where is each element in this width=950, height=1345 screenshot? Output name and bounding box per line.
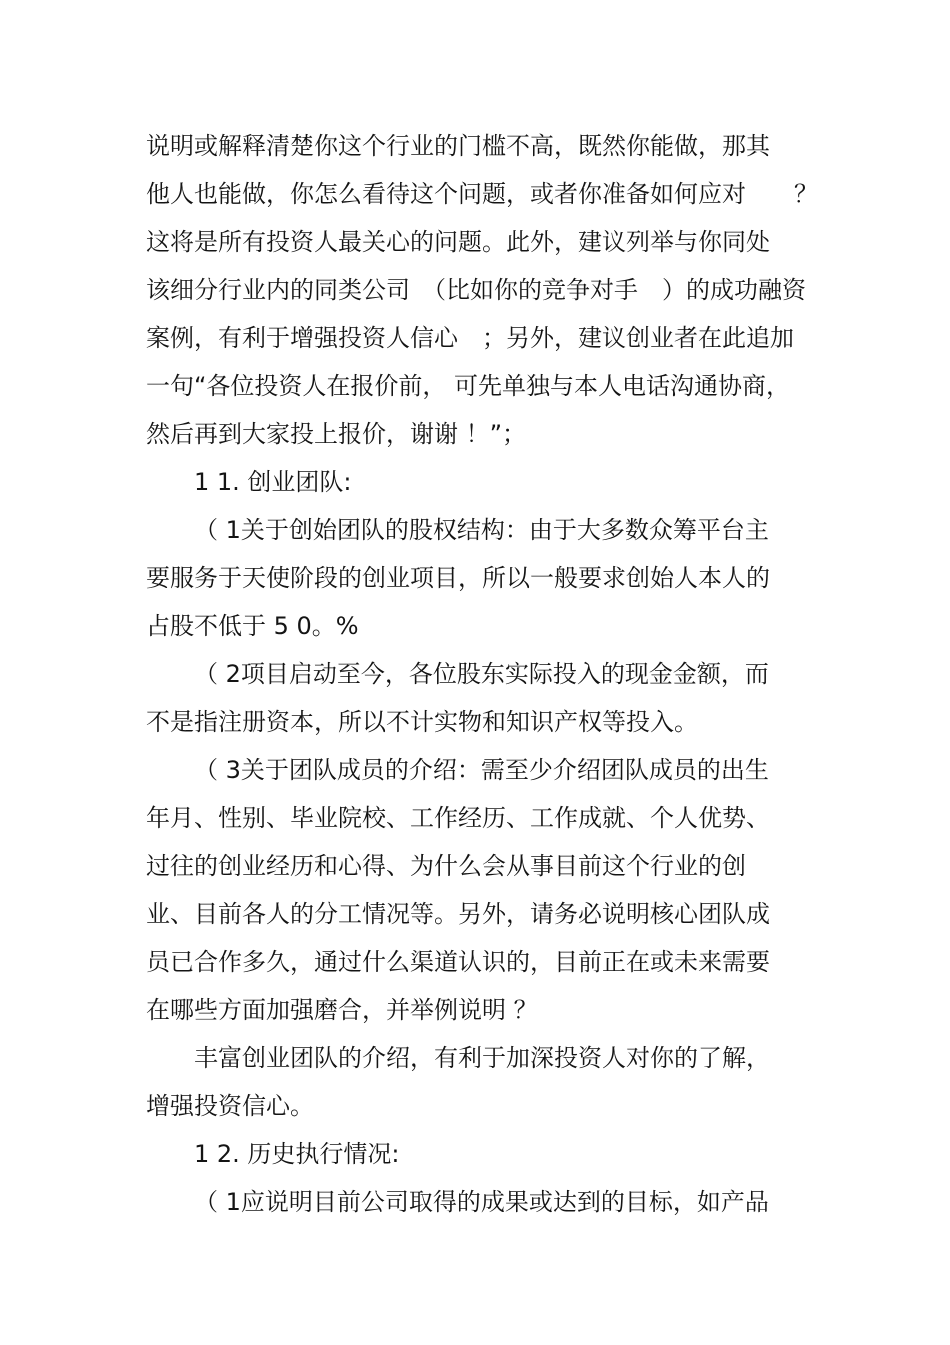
text-line: 在哪些方面加强磨合，并举例说明 ？: [146, 996, 538, 1024]
text-line: 然后再到大家投上报价，谢谢 ！”；: [146, 420, 527, 448]
text-line: 说明或解释清楚你这个行业的门槛不高，既然你能做，那其: [146, 132, 770, 160]
text-line: 员已合作多久，通过什么渠道认识的，目前正在或未来需要: [146, 948, 770, 976]
text-line: 年月、性别、毕业院校、工作经历、工作成就、个人优势、: [146, 804, 770, 832]
text-line: 丰富创业团队的介绍，有利于加深投资人对你的了解，: [194, 1044, 770, 1072]
text-line: 业、目前各人的分工情况等。另外，请务必说明核心团队成: [146, 900, 770, 928]
text-line: （ 1应说明目前公司取得的成果或达到的目标，如产品: [194, 1188, 769, 1216]
text-line: 增强投资信心。: [146, 1092, 314, 1120]
text-line: （ 3关于团队成员的介绍：需至少介绍团队成员的出生: [194, 756, 769, 784]
text-line: 案例，有利于增强投资人信心 ；另外，建议创业者在此追加: [146, 324, 794, 352]
text-line: 要服务于天使阶段的创业项目，所以一般要求创始人本人的: [146, 564, 770, 592]
text-line: 占股不低于 5 0。%: [146, 612, 359, 640]
section-heading: 1 2. 历史执行情况:: [194, 1140, 400, 1168]
text-line: 一句“各位投资人在报价前， 可先单独与本人电话沟通协商，: [146, 372, 791, 400]
text-line: （ 2项目启动至今，各位股东实际投入的现金金额，而: [194, 660, 769, 688]
text-line: 他人也能做，你怎么看待这个问题，或者你准备如何应对 ？: [146, 180, 818, 208]
text-line: 不是指注册资本，所以不计实物和知识产权等投入。: [146, 708, 698, 736]
section-heading: 1 1. 创业团队:: [194, 468, 352, 496]
text-line: 该细分行业内的同类公司 （比如你的竞争对手 ）的成功融资: [146, 276, 806, 304]
text-line: 这将是所有投资人最关心的问题。此外，建议列举与你同处: [146, 228, 770, 256]
text-line: （ 1关于创始团队的股权结构：由于大多数众筹平台主: [194, 516, 769, 544]
text-line: 过往的创业经历和心得、为什么会从事目前这个行业的创: [146, 852, 746, 880]
